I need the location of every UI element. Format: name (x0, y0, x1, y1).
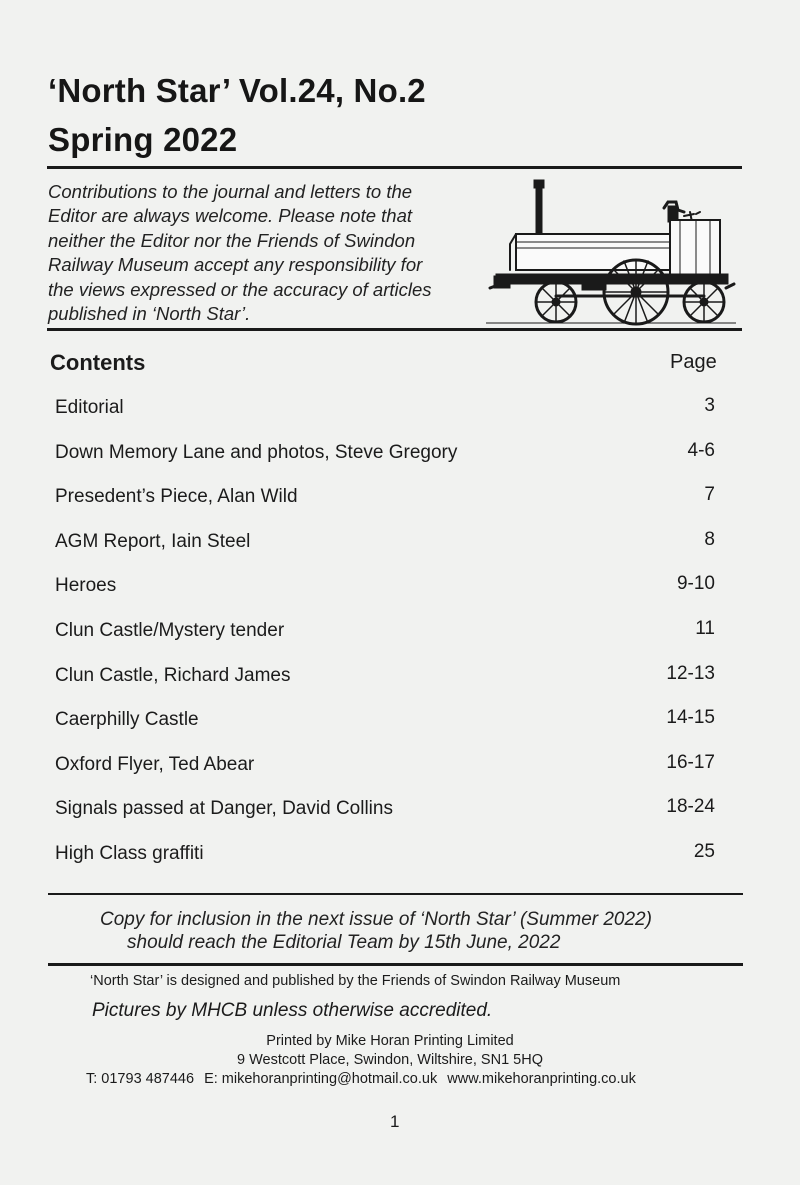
printer-contact (86, 1071, 642, 1087)
contents-list (55, 395, 720, 886)
contents-item (55, 707, 720, 752)
contents-item-title: Heroes (55, 575, 117, 597)
contents-item-page: 12-13 (666, 662, 715, 684)
contents-item-title: AGM Report, Iain Steel (55, 530, 251, 552)
contents-item-title: Clun Castle/Mystery tender (55, 619, 285, 641)
divider (48, 963, 743, 966)
contents-item-title: Presedent’s Piece, Alan Wild (55, 486, 298, 508)
journal-title: ‘North Star’ Vol.24, No.2 (48, 72, 426, 109)
contents-item-page: 16-17 (666, 751, 715, 773)
contents-item-page: 4-6 (687, 439, 715, 461)
contents-item-title: Down Memory Lane and photos, Steve Gregory (55, 441, 458, 463)
intro-line: Editor are always welcome. Please note that (48, 205, 413, 227)
contents-item (55, 529, 720, 574)
printer-address: 9 Westcott Place, Swindon, Wiltshire, SN1 5HQ (237, 1052, 543, 1068)
divider (47, 328, 742, 331)
printer-phone: T: 01793 487446 (86, 1071, 195, 1087)
contents-item (55, 618, 720, 663)
intro-line: Contributions to the journal and letters to the (48, 181, 413, 202)
contents-item (55, 752, 720, 797)
contents-item-title: Clun Castle, Richard James (55, 664, 291, 686)
intro-line: published in ‘North Star’. (48, 303, 251, 325)
contents-item-title: Editorial (55, 397, 124, 418)
contents-item (55, 484, 720, 529)
publisher-note: ‘North Star’ is designed and published by the Friends of Swindon Railway Museum (90, 973, 621, 989)
intro-line: neither the Editor nor the Friends of Swindon (48, 229, 416, 251)
contents-item-title: Oxford Flyer, Ted Abear (55, 753, 255, 775)
intro-line: Railway Museum accept any responsibility for (48, 254, 423, 276)
contents-item-page: 9-10 (676, 573, 715, 595)
contents-item-page: 14-15 (666, 707, 715, 729)
printer-name: Printed by Mike Horan Printing Limited (266, 1033, 514, 1049)
divider (47, 166, 742, 169)
contents-item-page: 7 (704, 484, 715, 506)
contents-item-title: Signals passed at Danger, David Collins (55, 798, 393, 820)
copy-deadline-notice (100, 908, 720, 954)
contents-item-title: High Class graffiti (55, 842, 204, 864)
picture-credit: Pictures by MHCB unless otherwise accredited. (92, 1000, 493, 1021)
page-number: 1 (390, 1112, 400, 1131)
copy-notice-line: should reach the Editorial Team by 15th June, 2022 (127, 932, 561, 953)
copy-notice-line: Copy for inclusion in the next issue of ‘North Star’ (Summer 2022) (100, 909, 652, 930)
page-column-heading: Page (670, 351, 717, 373)
divider (48, 893, 743, 895)
contents-item-page: 18-24 (666, 796, 715, 818)
contents-item-page: 8 (704, 528, 715, 550)
issue-season: Spring 2022 (48, 121, 238, 158)
contents-item (55, 841, 720, 886)
contents-item (55, 663, 720, 708)
contents-item-title: Caerphilly Castle (55, 709, 199, 731)
contents-item (55, 573, 720, 618)
contents-item-page: 3 (704, 395, 715, 416)
printer-email: E: mikehoranprinting@hotmail.co.uk (204, 1071, 438, 1087)
locomotive-illustration (486, 176, 736, 326)
intro-line: the views expressed or the accuracy of articles (48, 278, 432, 300)
contents-item (55, 796, 720, 841)
contents-item-page: 25 (693, 840, 715, 862)
intro-paragraph (48, 180, 478, 326)
contents-item (55, 395, 720, 440)
contents-heading: Contents (50, 350, 146, 375)
printer-website: www.mikehoranprinting.co.uk (447, 1071, 636, 1087)
contents-item-page: 11 (695, 617, 715, 639)
contents-item (55, 440, 720, 485)
